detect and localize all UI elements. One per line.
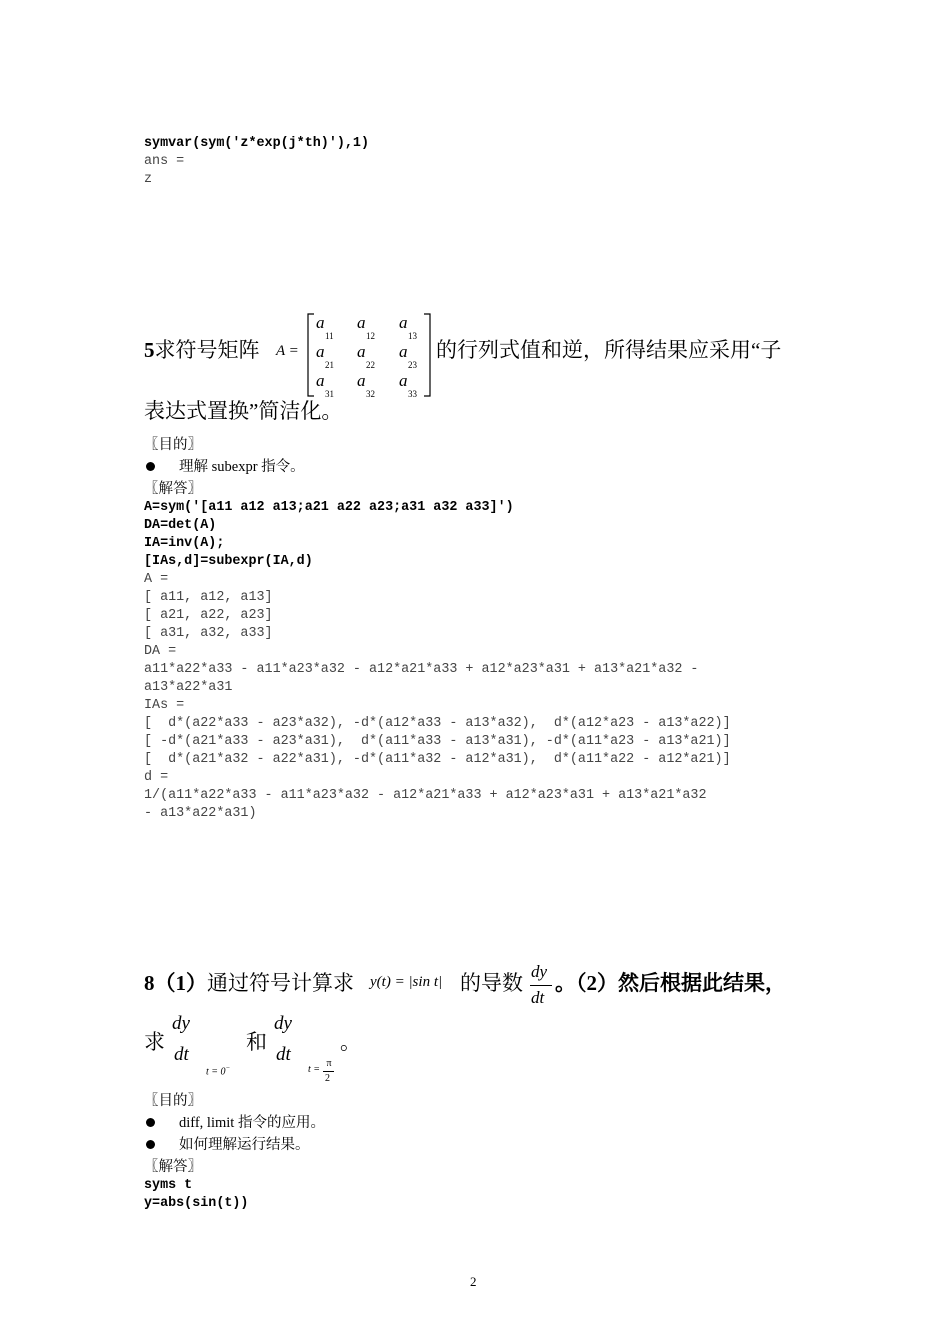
bullet-icon <box>146 1140 155 1149</box>
q5-purpose-item: 理解 subexpr 指令。 <box>144 455 305 476</box>
matrix-subscript: 32 <box>366 389 375 399</box>
q5-output-line: [ a21, a22, a23] <box>144 608 273 623</box>
matrix-lhs: A = <box>276 343 299 359</box>
ans-value: z <box>144 172 153 187</box>
symvar-command: symvar(sym('z*exp(j*th)'),1) <box>144 136 369 151</box>
q5-output-line: a11*a22*a33 - a11*a23*a32 - a12*a21*a33 + a12*a23*a31 + a13*a21*a32 - <box>144 662 699 677</box>
q5-output-line: d = <box>144 770 169 785</box>
q8-purpose-item: diff, limit 指令的应用。 <box>144 1111 325 1132</box>
q8-frac2-den: dt <box>174 1044 189 1065</box>
q8-frac1-num: dy <box>531 962 548 981</box>
matrix-entry: a <box>399 342 408 361</box>
q5-output-line: [ d*(a22*a33 - a23*a32), -d*(a12*a33 - a13*a32), d*(a12*a23 - a13*a22)] <box>144 716 731 731</box>
symbolic-matrix <box>276 312 436 402</box>
matrix-entry: a <box>357 342 366 361</box>
q5-output-line: IAs = <box>144 698 185 713</box>
q8-cond2-two: 2 <box>325 1073 330 1084</box>
page-number: 2 <box>470 1274 477 1289</box>
matrix-subscript: 12 <box>366 331 375 341</box>
q5-output-line: [ a11, a12, a13] <box>144 590 273 605</box>
matrix-subscript: 13 <box>408 331 417 341</box>
q5-purpose-label: 〖目的〗 <box>144 437 202 453</box>
q5-heading <box>144 334 260 364</box>
ans-label: ans = <box>144 154 185 169</box>
matrix-subscript: 33 <box>408 389 417 399</box>
q5-text-line2: 表达式置换”简洁化。 <box>144 399 343 423</box>
q8-frac3-num: dy <box>274 1013 292 1034</box>
q8-text3: 。（2）然后根据此结果， <box>555 971 786 995</box>
matrix-subscript: 22 <box>366 360 375 370</box>
q5-text-before: 求符号矩阵 <box>154 338 260 362</box>
q8-end-mark: 。 <box>340 1030 361 1054</box>
matrix-brackets <box>306 312 434 398</box>
q8-code-line: syms t <box>144 1178 193 1193</box>
q8-purpose-item: 如何理解运行结果。 <box>144 1133 310 1154</box>
q5-code-line: IA=inv(A); <box>144 536 225 551</box>
q5-output-line: [ d*(a21*a32 - a22*a31), -d*(a11*a32 - a12*a31), d*(a11*a22 - a12*a21)] <box>144 752 731 767</box>
q5-answer-label: 〖解答〗 <box>144 481 202 497</box>
q5-output-line: [ a31, a32, a33] <box>144 626 273 641</box>
matrix-entry: a <box>399 371 408 390</box>
q8-part1: （1） <box>154 971 207 995</box>
matrix-subscript: 23 <box>408 360 417 370</box>
q8-cond1: t = 0− <box>206 1064 231 1078</box>
matrix-entry: a <box>316 313 325 332</box>
q5-output-line: A = <box>144 572 169 587</box>
q5-number: 5 <box>144 338 155 362</box>
q5-output-line: 1/(a11*a22*a33 - a11*a23*a32 - a12*a21*a33 + a12*a23*a31 + a13*a21*a32 <box>144 788 707 803</box>
q8-formula-y: y(t) = |sin t| <box>370 974 443 990</box>
matrix-entry: a <box>357 371 366 390</box>
q8-text2: 的导数 <box>460 971 523 995</box>
q5-output-line: DA = <box>144 644 177 659</box>
q8-frac1-line <box>530 985 552 986</box>
matrix-entry: a <box>357 313 366 332</box>
q8-cond2-t: t = <box>308 1064 321 1075</box>
q8-cond2-pi: π <box>326 1058 332 1069</box>
q5-code-line: A=sym('[a11 a12 a13;a21 a22 a23;a31 a32 a33]') <box>144 500 514 515</box>
q8-line2-start: 求 <box>144 1030 165 1054</box>
q8-purpose-label: 〖目的〗 <box>144 1093 202 1109</box>
matrix-subscript: 31 <box>325 389 334 399</box>
q8-cond2-line <box>323 1071 334 1072</box>
matrix-entry: a <box>316 342 325 361</box>
q8-and-text: 和 <box>246 1030 267 1054</box>
matrix-subscript: 21 <box>325 360 334 370</box>
q8-frac2-num: dy <box>172 1013 190 1034</box>
q8-number: 8 <box>144 971 155 995</box>
q5-code-line: [IAs,d]=subexpr(IA,d) <box>144 554 313 569</box>
matrix-entry: a <box>399 313 408 332</box>
bullet-icon <box>146 1118 155 1127</box>
q5-code-line: DA=det(A) <box>144 518 217 533</box>
q5-text-after: 的行列式值和逆，所得结果应采用“子 <box>436 338 782 362</box>
q5-output-line: - a13*a22*a31) <box>144 806 257 821</box>
matrix-entry: a <box>316 371 325 390</box>
q8-answer-label: 〖解答〗 <box>144 1159 202 1175</box>
q8-code-line: y=abs(sin(t)) <box>144 1196 249 1211</box>
bullet-icon <box>146 462 155 471</box>
q5-output-line: a13*a22*a31 <box>144 680 233 695</box>
q8-heading <box>144 967 354 997</box>
q8-frac3-den: dt <box>276 1044 291 1065</box>
q8-text1: 通过符号计算求 <box>207 971 354 995</box>
q8-frac1-den: dt <box>531 988 545 1007</box>
matrix-subscript: 11 <box>325 331 334 341</box>
q5-output-line: [ -d*(a21*a33 - a23*a31), d*(a11*a33 - a13*a31), -d*(a11*a23 - a13*a21)] <box>144 734 731 749</box>
